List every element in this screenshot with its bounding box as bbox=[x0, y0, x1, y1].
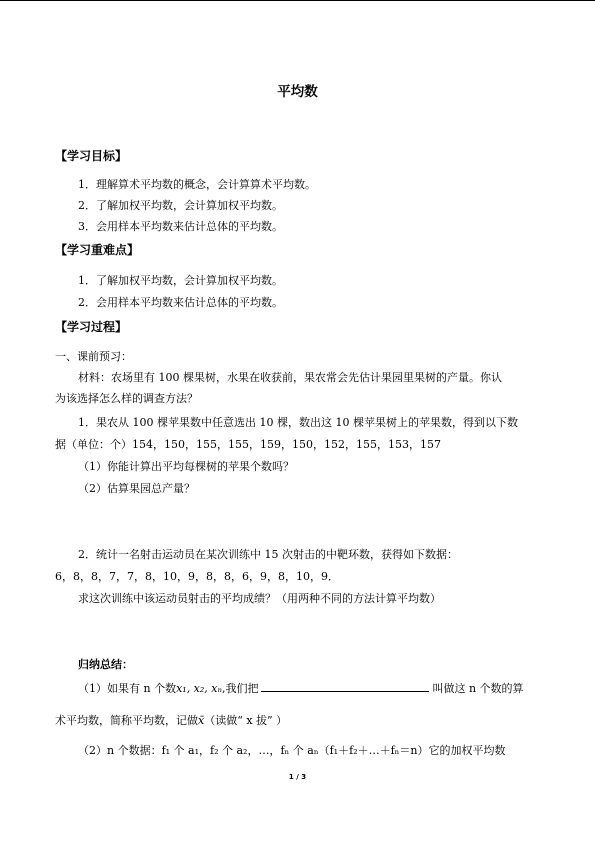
question-2-line-3: 求这次训练中该运动员射击的平均成绩？（用两种不同的方法计算平均数） bbox=[78, 592, 441, 605]
question-2-data: 6，8，8，7，7，8，10，9，8，8，6，9，8，10，9． bbox=[55, 570, 339, 583]
process-header: 【学习过程】 bbox=[55, 320, 128, 334]
x-bar-symbol: x̄ bbox=[198, 714, 205, 727]
question-1-line-2: 据（单位：个）154，150，155，155，159，150，152，155，153，157 bbox=[55, 438, 441, 451]
question-2-line-1: 2．统计一名射击运动员在某次训练中 15 次射击的中靶环数，获得如下数据： bbox=[78, 548, 458, 561]
summary-1-post: 叫做这 n 个数的算 bbox=[432, 682, 524, 695]
question-1-line-1: 1．果农从 100 棵苹果数中任意选出 10 棵，数出这 10 棵苹果树上的苹果数，得到以下数 bbox=[78, 416, 518, 429]
material-line-2: 为该选择怎么样的调查方法？ bbox=[55, 392, 198, 405]
answer-blank bbox=[261, 681, 429, 692]
summary-1-line2-post: （读做“ x 拔” ） bbox=[204, 714, 288, 727]
key-header: 【学习重难点】 bbox=[55, 243, 140, 257]
summary-1-line2-pre: 术平均数，简称平均数，记做 bbox=[55, 714, 198, 727]
preview-heading: 一、课前预习： bbox=[55, 350, 132, 363]
key-item-2: 2．会用样本平均数来估计总体的平均数。 bbox=[78, 296, 283, 309]
question-1a: （1）你能计算出平均每棵树的苹果个数吗？ bbox=[78, 460, 294, 473]
summary-1-mid: ,我们把 bbox=[221, 682, 259, 695]
summary-1-line-1 bbox=[78, 680, 524, 696]
question-1b: （2）估算果园总产量？ bbox=[78, 482, 195, 495]
page-title: 平均数 bbox=[277, 84, 318, 100]
summary-2: （2）n 个数据：f₁ 个 a₁，f₂ 个 a₂，…，fₙ 个 aₙ（f₁＋f₂＋…＋fₙ＝n）它的加权平均数 bbox=[78, 744, 506, 757]
goal-item-1: 1．理解算术平均数的概念，会计算算术平均数。 bbox=[78, 178, 316, 191]
key-item-1: 1．了解加权平均数，会计算加权平均数。 bbox=[78, 274, 283, 287]
summary-1-line-2 bbox=[55, 712, 287, 728]
summary-1-vars: x₁, x₂, xₙ bbox=[176, 682, 222, 695]
material-line-1: 材料：农场里有 100 棵果树，水果在收获前，果农常会先估计果园里果树的产量。你认 bbox=[78, 371, 502, 384]
top-border bbox=[0, 0, 595, 1]
goal-item-2: 2．了解加权平均数，会计算加权平均数。 bbox=[78, 199, 283, 212]
goals-header: 【学习目标】 bbox=[55, 149, 128, 163]
goal-item-3: 3．会用样本平均数来估计总体的平均数。 bbox=[78, 220, 283, 233]
summary-1-pre: （1）如果有 n 个数 bbox=[78, 682, 177, 695]
summary-header: 归纳总结： bbox=[78, 658, 133, 671]
page-number: 1 / 3 bbox=[288, 773, 307, 781]
